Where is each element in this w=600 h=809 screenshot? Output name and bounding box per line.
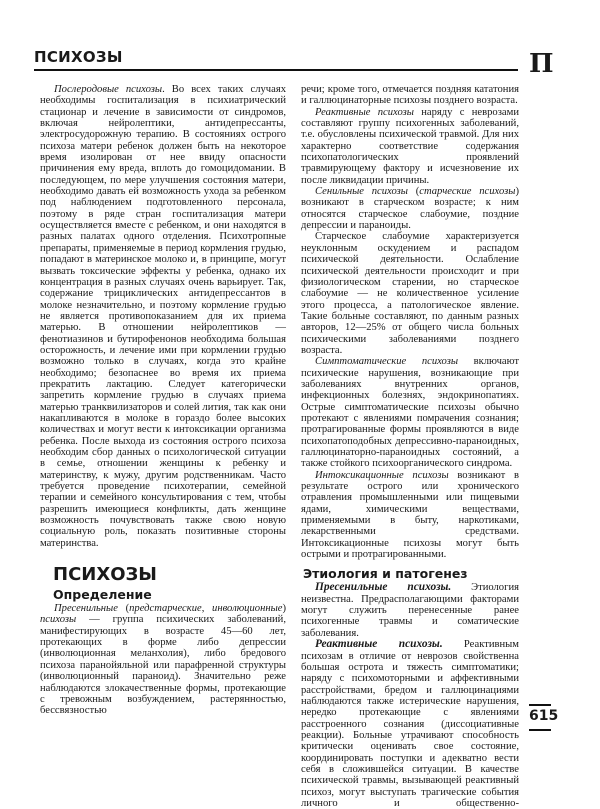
text: , — [201, 603, 213, 615]
text: ) — [282, 603, 286, 615]
paragraph-text: наряду с неврозами составляют группу психогенных заболеваний, т.е. обусловлены психической травмой. Для них характерно соответствие содержания психопатологических проявлений травмирующему фактору и исчезновение их после ликвидации причины. — [301, 106, 519, 186]
paragraph-symptomatic-psychoses — [301, 356, 519, 469]
paragraph-text: Реактивным психозам в отличие от неврозов свойственна большая острота и тяжесть симптоматики; наряду с психомоторными и аффективными расстройствами, бредом и галлюцинациями наблюдаются также истерические нарушения, нередко протекающие с явлениями расстроенного сознания (диссоциативные реакции). Больные утрачивают способность критически оценивать свое состояние, координировать поступки и адекватно вести себя в сложившейся ситуации. В качестве психической травмы, вызывающей реактивный психоз, могут выступать трагические события личного и общественно- — [301, 639, 520, 809]
section-letter: П — [529, 49, 554, 79]
subsection-title-etiology: Этиология и патогенез — [303, 566, 468, 582]
term: Пресенильные — [54, 603, 118, 615]
paragraph-text: . Во всех таких случаях необходимы госпитализация в психиатрический стационар и лечение в зависимости от синдромов, включая нейролептики, антидепрессанты, электросудорожную терапию. В состояниях острого психоза матери ребенок должен быть на некоторое время изолирован от нее ввиду опасности причинения ему вреда, вплоть до гомоцидомании. В последующем, по мере улучшения состояния матери, необходимо давать ей возможность ухода за ребенком под наблюдением подготовленного персонала, поэтому в ряде стран госпитализация матери осуществляется вместе с ребенком, и они находятся в разных палатах одного отделения. Психотропные препараты, применяемые в период кормления грудью, попадают в материнское молоко и, в принципе, могут вызвать токсические эффекты у ребенка, однако их концентрация в разных случаях очень варьирует. Так, содержание трициклических антидепрессантов в молоке незначительно, и поэтому кормление грудью не является противопоказанием для их приема матерью. В отношении нейролептиков — фенотиазинов и бутирофенонов необходима большая осторожность, и лечение ими при кормлении грудью возможно только в случаях, когда это крайне необходимо; безопаснее во время их приема прекратить лактацию. Следует категорически запретить кормление грудью в случаях приема матерью транквилизаторов и солей лития, так как они накапливаются в молоке в гораздо более высоких количествах и могут вести к интоксикации организма ребенка. После выхода из состояния острого психоза необходим сбор данных о психологической ситуации в семье, отношении женщины к ребенку и материнству, к мужу, другим родственникам. Часто требуется проведение психотерапии, семейной терапии и семейного консультирования с тем, чтобы разрешить имеющиеся конфликты, дать женщине возможность почувствовать также свою новую социальную роль, показать позитивные стороны материнства. — [40, 84, 286, 549]
paragraph-intoxication-psychoses — [301, 470, 519, 561]
text: ( — [407, 186, 420, 198]
left-column — [40, 84, 286, 717]
paragraph-text: включают психические нарушения, возникающие при заболеваниях внутренних органов, инфекционных болезнях, эндокринопатиях. Острые симптоматические психозы обычно протекают с явлениями помрачения сознания; протрагированные формы проявляются в виде психопатоподобных депрессивно-параноидных, галлюцинаторно-параноидных состояний, а также стойкого психоорганического синдрома. — [301, 356, 519, 470]
paragraph-reactive-psychoses — [301, 107, 519, 186]
paragraph-text: — группа психических заболеваний, манифестирующих в возрасте 45—60 лет, протекающих в форме либо депрессии (инволюционная меланхолия), либо бредового психоза паранойяльной или парафренной структуры (инволюционный параноид). Значительно реже наблюдаются злокачественные формы, протекающие с тревожным возбуждением, растерянностью, бессвязностью — [40, 614, 286, 717]
term: Симптоматические психозы — [315, 356, 459, 368]
term: Сенильные психозы — [315, 186, 408, 198]
paragraph-continuation: речи; кроме того, отмечается поздняя кататония и галлюцинаторные психозы позднего возраста. — [301, 84, 519, 107]
running-title: ПСИХОЗЫ — [34, 48, 123, 66]
paragraph-presenile-etiology — [301, 582, 519, 639]
term: Реактивные психозы. — [315, 638, 443, 651]
term: Послеродовые психозы — [54, 84, 163, 95]
text: ( — [117, 603, 130, 615]
paragraph-text: Этиология неизвестна. Предрасполагающими факторами могут служить перенесенные ранее психогенные травмы и соматические заболевания. — [301, 582, 519, 639]
paragraph-text: ) возникают в старческом возрасте; к ним относятся старческое слабоумие, поздние депрессии и параноиды. — [301, 186, 519, 232]
term: Пресенильные психозы. — [315, 581, 452, 594]
section-title: ПСИХОЗЫ — [53, 564, 157, 586]
term: предстарческие — [129, 603, 202, 615]
header-rule — [34, 69, 518, 71]
right-column — [301, 84, 519, 809]
page-number-rule-top — [529, 704, 551, 706]
term: инволюционные — [212, 603, 283, 615]
page-number: 615 — [529, 708, 559, 724]
paragraph-reactive-etiology — [301, 639, 519, 809]
paragraph-senile-dementia: Старческое слабоумие характеризуется неуклонным оскудением и распадом психической деятельности. Ослабление психической деятельности происходит и при физиологическом старении, но старческое слабоумие — не количественное усиление этого процесса, а патологическое явление. Такие больные составляют, по данным разных авторов, 12—25% от общего числа больных психическими заболеваниями позднего возраста. — [301, 231, 519, 356]
paragraph-definition — [40, 603, 286, 716]
paragraph-senile-psychoses — [301, 186, 519, 231]
term: Реактивные психозы — [315, 106, 414, 118]
paragraph-postpartum-psychoses — [40, 84, 286, 549]
term: психозы — [40, 614, 77, 626]
term: старческие психозы — [419, 186, 516, 198]
subsection-title-definition: Определение — [53, 587, 152, 603]
page-number-rule-bottom — [529, 729, 551, 731]
term: Интоксикационные психозы — [315, 469, 449, 481]
paragraph-text: возникают в результате острого или хронического отравления промышленными или пищевыми ядами, химическими веществами, применяемыми в быту, наркотиками, лекарственными средствами. Интоксикационные психозы могут быть острыми и протрагированными. — [301, 469, 519, 561]
